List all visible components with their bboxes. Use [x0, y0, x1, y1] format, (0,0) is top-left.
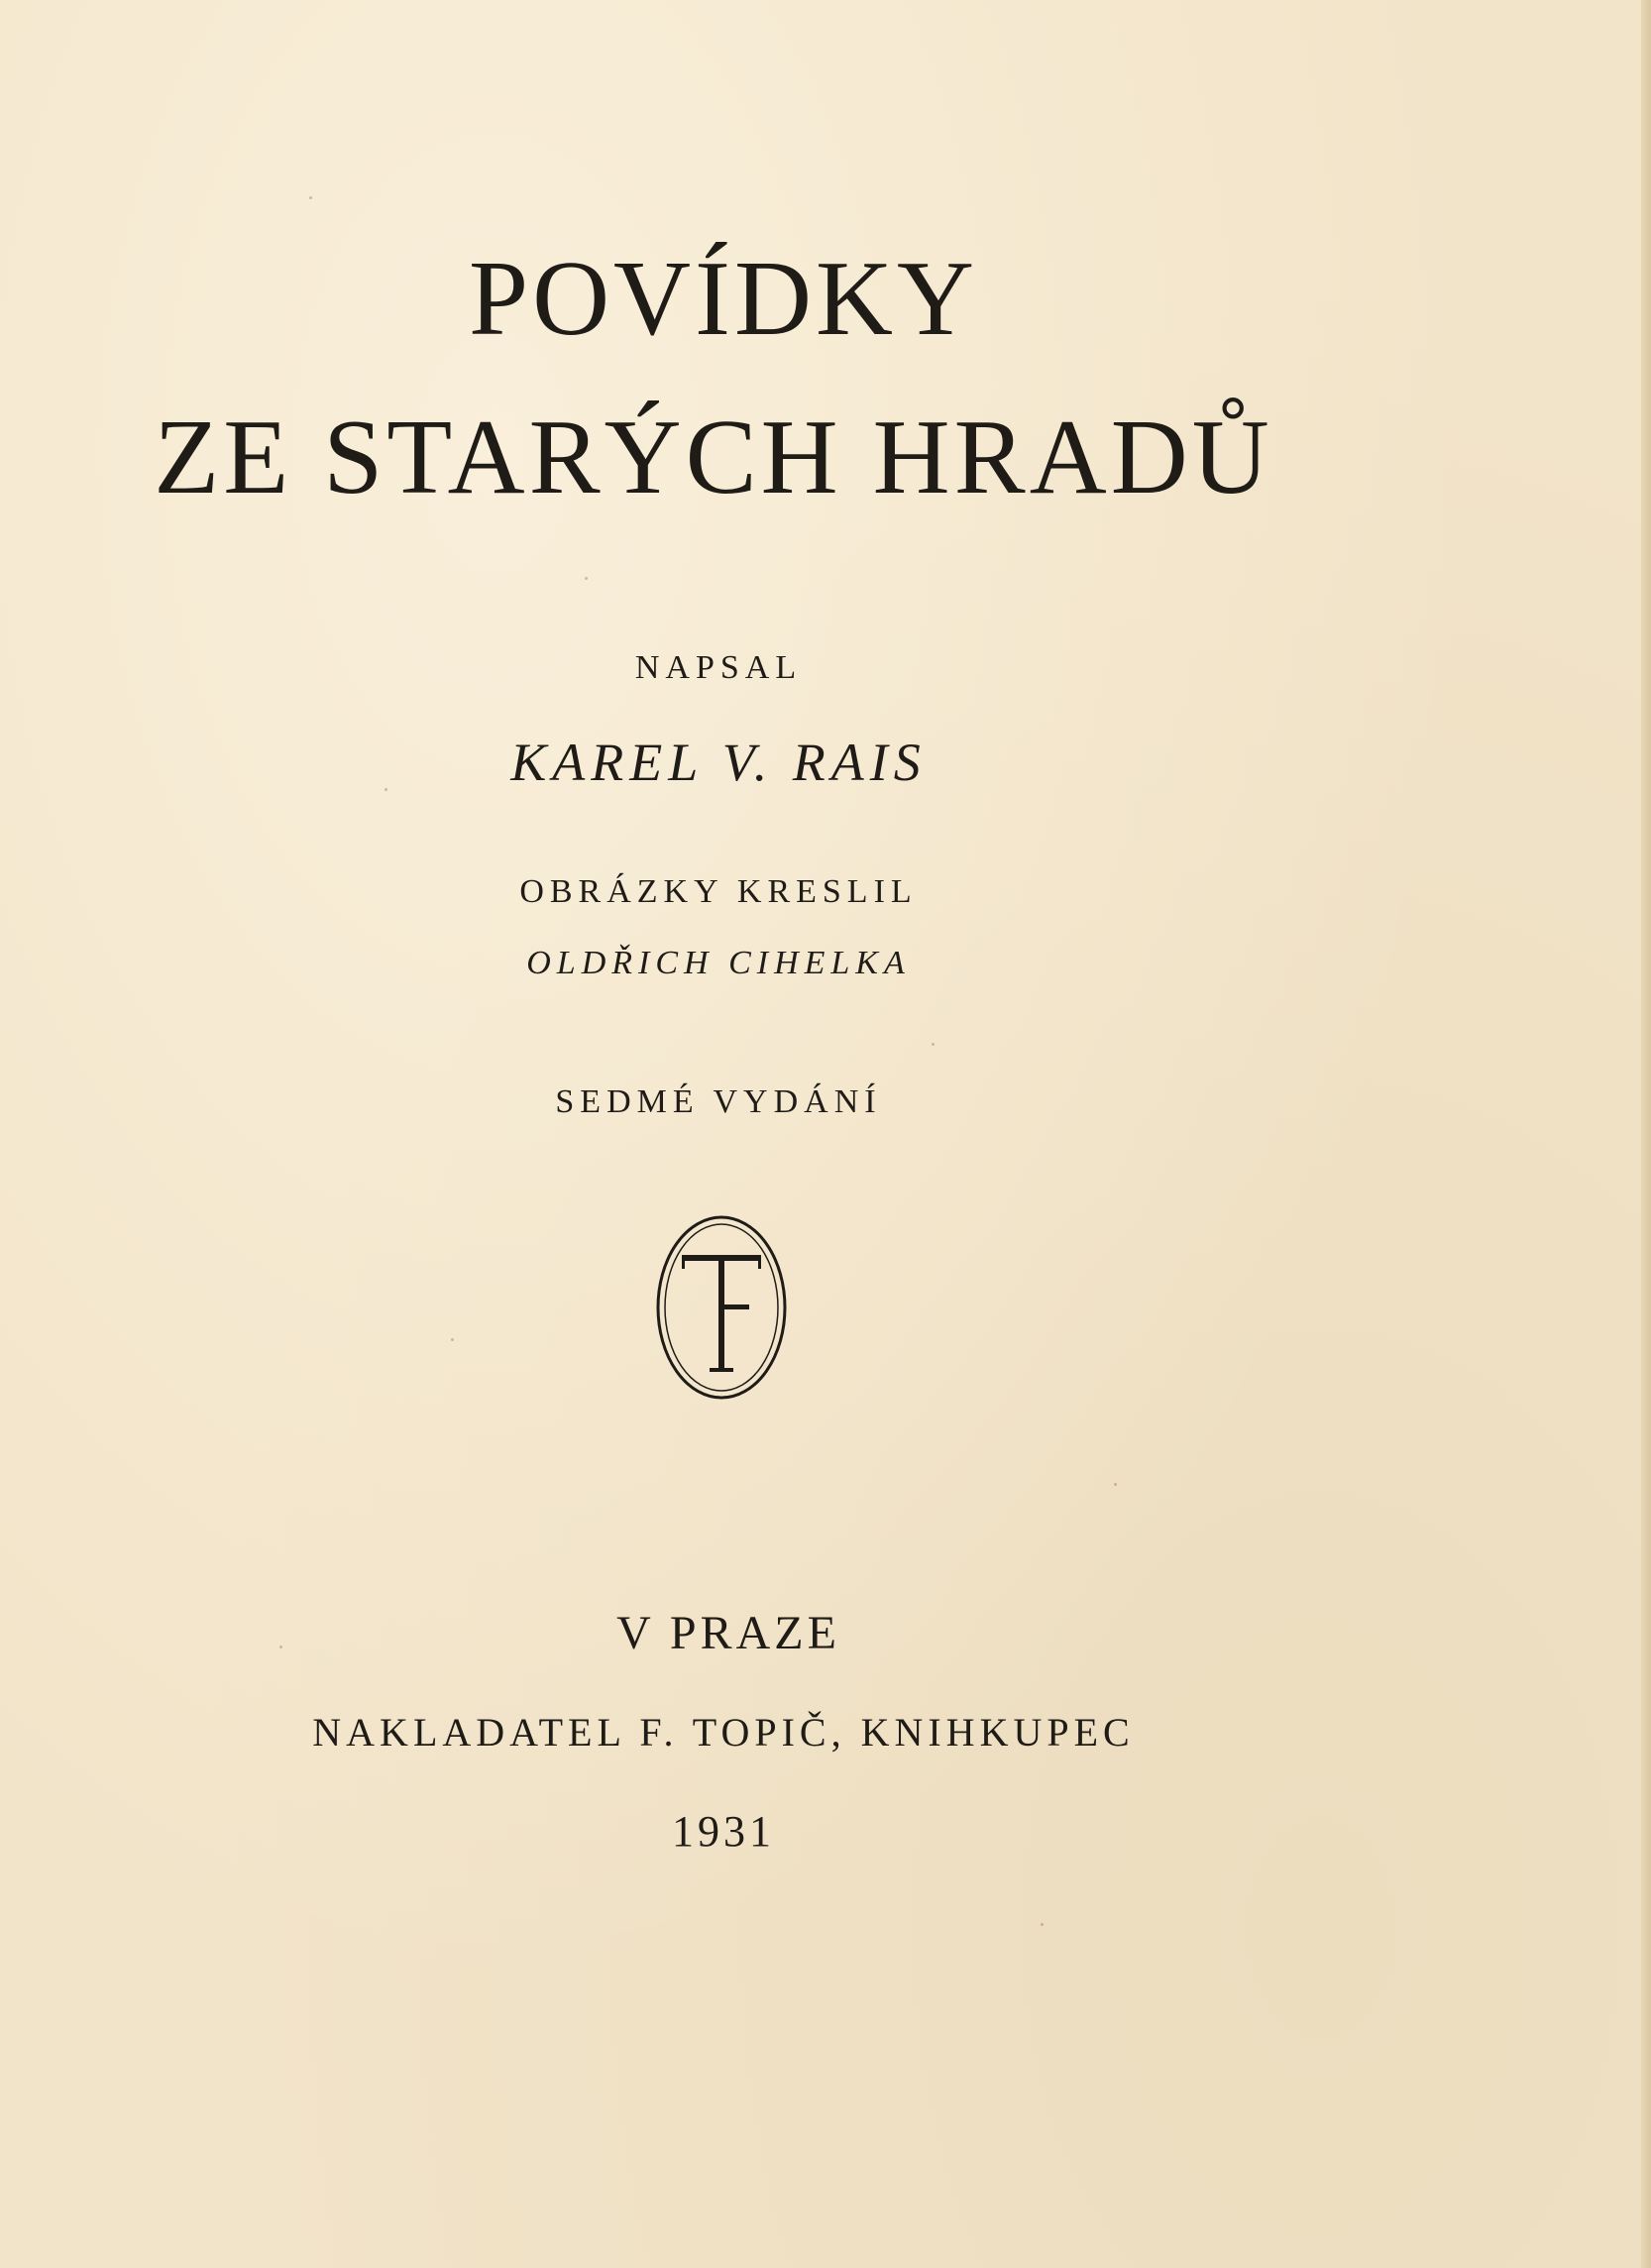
paper-speck — [1114, 1483, 1117, 1486]
paper-speck — [932, 1043, 935, 1046]
paper-speck — [309, 196, 312, 199]
page-edge — [1641, 0, 1651, 2268]
imprint-publisher: NAKLADATEL F. TOPIČ, KNIHKUPEC — [312, 1710, 1135, 1755]
illustrator-label: OBRÁZKY KRESLIL — [519, 873, 918, 910]
tf-monogram-icon — [652, 1211, 791, 1404]
paper-speck — [1041, 1923, 1044, 1926]
imprint-city: V PRAZE — [616, 1607, 840, 1659]
book-title-line-2: ZE STARÝCH HRADŮ — [154, 398, 1273, 516]
author-label: NAPSAL — [634, 649, 803, 686]
imprint-year: 1931 — [672, 1807, 775, 1856]
paper-speck — [451, 1338, 454, 1341]
author-name: KAREL V. RAIS — [510, 733, 927, 792]
illustrator-name: OLDŘICH CIHELKA — [526, 945, 911, 981]
edition-label: SEDMÉ VYDÁNÍ — [555, 1083, 882, 1120]
paper-speck — [385, 788, 387, 791]
paper-speck — [585, 577, 588, 580]
book-title-line-1: POVÍDKY — [469, 240, 978, 358]
paper-speck — [279, 1645, 282, 1648]
